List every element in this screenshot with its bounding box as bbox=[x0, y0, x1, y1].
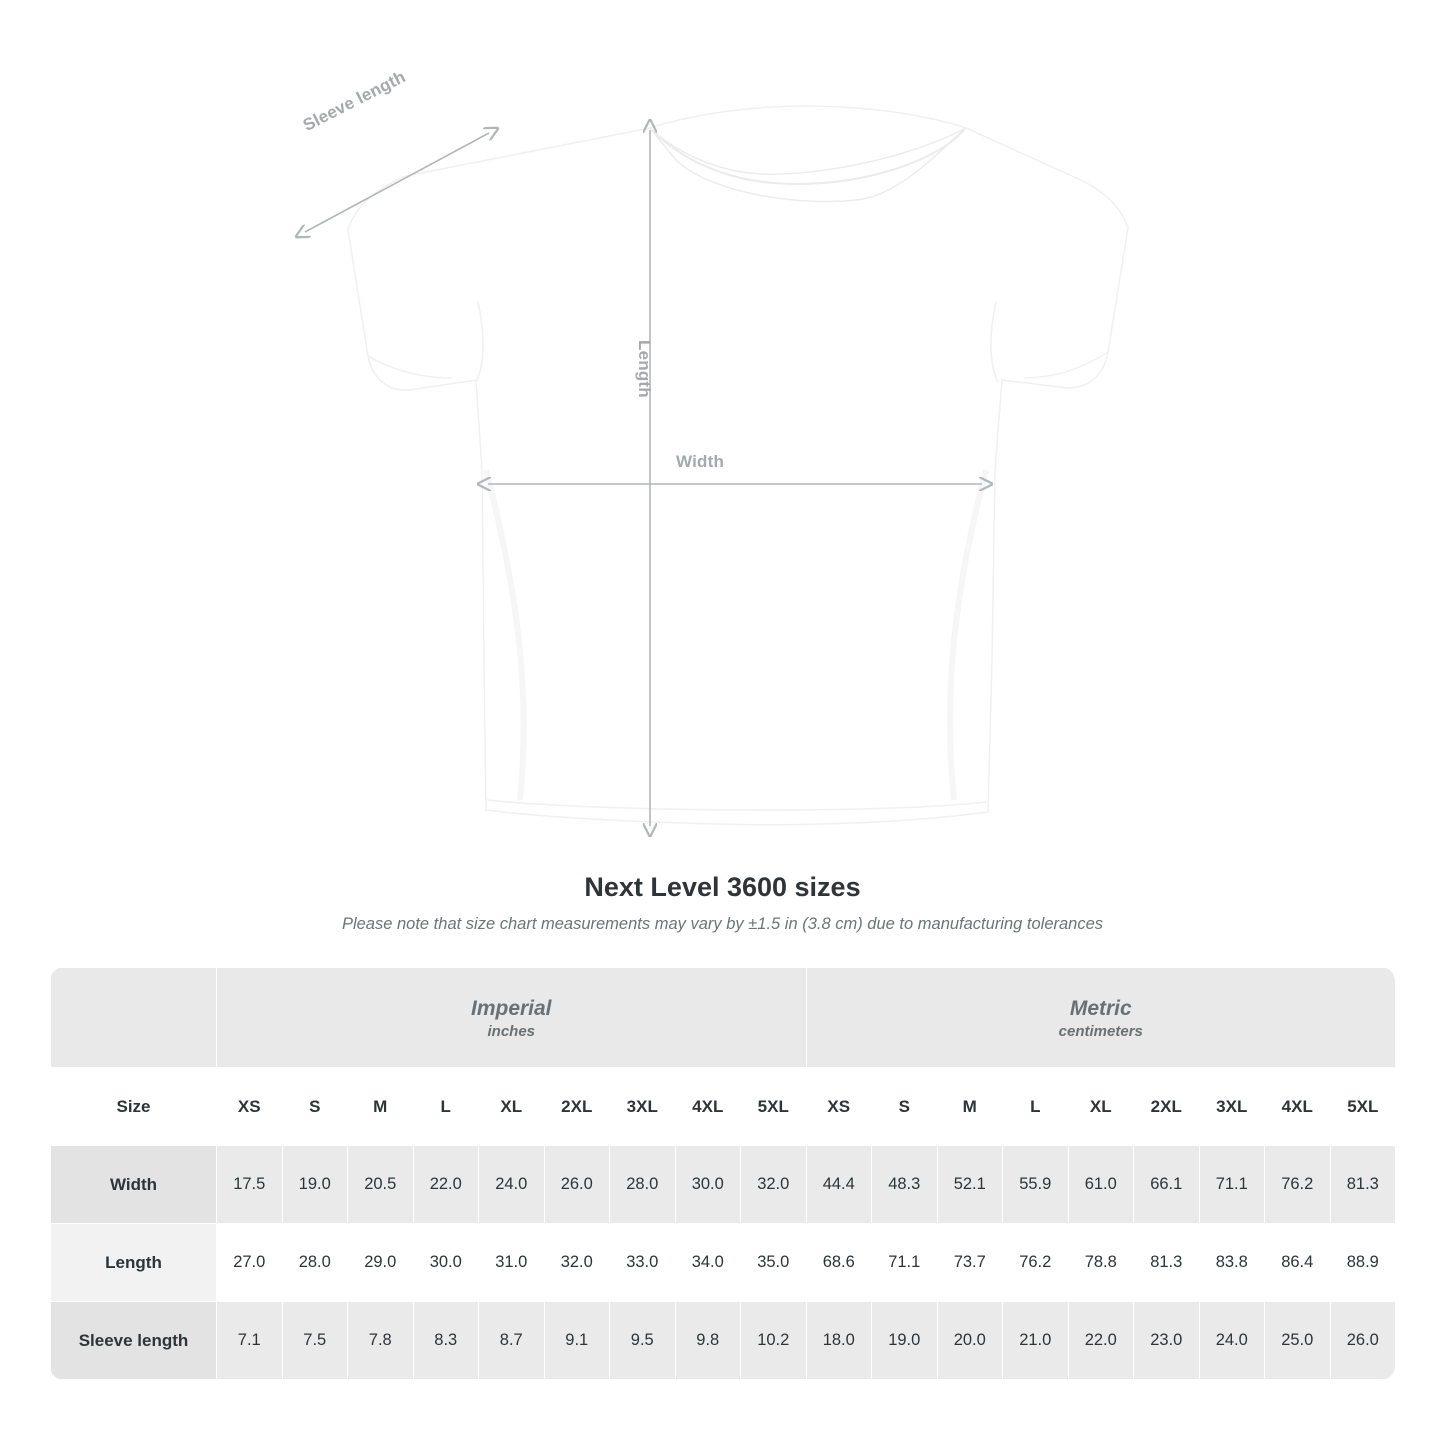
cell-sleeve-11: 20.0 bbox=[937, 1302, 1003, 1380]
unit-header-row bbox=[51, 968, 1396, 1068]
cell-length-4: 31.0 bbox=[479, 1224, 545, 1302]
size-cell-6: 3XL bbox=[610, 1068, 676, 1146]
cell-sleeve-7: 9.8 bbox=[675, 1302, 741, 1380]
unit-sub-metric: centimeters bbox=[1058, 1023, 1143, 1041]
cell-width-7: 30.0 bbox=[675, 1146, 741, 1224]
size-cell-13: XL bbox=[1068, 1068, 1134, 1146]
size-cell-15: 3XL bbox=[1199, 1068, 1265, 1146]
cell-width-17: 81.3 bbox=[1330, 1146, 1395, 1224]
table-row-sleeve-length bbox=[51, 1302, 1396, 1380]
cell-length-1: 28.0 bbox=[282, 1224, 348, 1302]
cell-length-13: 78.8 bbox=[1068, 1224, 1134, 1302]
cell-width-0: 17.5 bbox=[217, 1146, 283, 1224]
cell-width-9: 44.4 bbox=[806, 1146, 872, 1224]
cell-width-5: 26.0 bbox=[544, 1146, 610, 1224]
cell-sleeve-9: 18.0 bbox=[806, 1302, 872, 1380]
cell-length-5: 32.0 bbox=[544, 1224, 610, 1302]
cell-length-15: 83.8 bbox=[1199, 1224, 1265, 1302]
unit-name-imperial: Imperial bbox=[470, 996, 552, 1020]
cell-sleeve-17: 26.0 bbox=[1330, 1302, 1395, 1380]
table-row-length bbox=[51, 1224, 1396, 1302]
cell-length-14: 81.3 bbox=[1134, 1224, 1200, 1302]
cell-length-7: 34.0 bbox=[675, 1224, 741, 1302]
cell-length-6: 33.0 bbox=[610, 1224, 676, 1302]
cell-length-3: 30.0 bbox=[413, 1224, 479, 1302]
cell-length-12: 76.2 bbox=[1003, 1224, 1069, 1302]
cell-width-6: 28.0 bbox=[610, 1146, 676, 1224]
cell-sleeve-0: 7.1 bbox=[217, 1302, 283, 1380]
cell-sleeve-10: 19.0 bbox=[872, 1302, 938, 1380]
table-row-width bbox=[51, 1146, 1396, 1224]
row-label-width: Width bbox=[51, 1146, 217, 1224]
size-table-container bbox=[50, 967, 1395, 1380]
size-cell-2: M bbox=[348, 1068, 414, 1146]
size-cell-5: 2XL bbox=[544, 1068, 610, 1146]
cell-width-3: 22.0 bbox=[413, 1146, 479, 1224]
cell-width-8: 32.0 bbox=[741, 1146, 807, 1224]
size-cell-12: L bbox=[1003, 1068, 1069, 1146]
cell-width-11: 52.1 bbox=[937, 1146, 1003, 1224]
size-header-row bbox=[51, 1068, 1396, 1146]
cell-sleeve-1: 7.5 bbox=[282, 1302, 348, 1380]
cell-sleeve-14: 23.0 bbox=[1134, 1302, 1200, 1380]
size-cell-16: 4XL bbox=[1265, 1068, 1331, 1146]
size-cell-3: L bbox=[413, 1068, 479, 1146]
cell-width-16: 76.2 bbox=[1265, 1146, 1331, 1224]
size-cell-11: M bbox=[937, 1068, 1003, 1146]
unit-header-imperial bbox=[217, 968, 807, 1068]
row-label-length: Length bbox=[51, 1224, 217, 1302]
unit-name-metric: Metric bbox=[1069, 996, 1132, 1020]
cell-length-9: 68.6 bbox=[806, 1224, 872, 1302]
cell-sleeve-5: 9.1 bbox=[544, 1302, 610, 1380]
cell-sleeve-4: 8.7 bbox=[479, 1302, 545, 1380]
cell-length-8: 35.0 bbox=[741, 1224, 807, 1302]
size-row-label: Size bbox=[51, 1068, 217, 1146]
size-cell-0: XS bbox=[217, 1068, 283, 1146]
row-label-sleeve-length: Sleeve length bbox=[51, 1302, 217, 1380]
size-cell-7: 4XL bbox=[675, 1068, 741, 1146]
cell-sleeve-8: 10.2 bbox=[741, 1302, 807, 1380]
size-table bbox=[50, 967, 1395, 1380]
size-cell-4: XL bbox=[479, 1068, 545, 1146]
page-subtitle: Please note that size chart measurements may vary by ±1.5 in (3.8 cm) due to manufacturing tolerances bbox=[341, 915, 1104, 933]
cell-sleeve-12: 21.0 bbox=[1003, 1302, 1069, 1380]
cell-width-12: 55.9 bbox=[1003, 1146, 1069, 1224]
cell-sleeve-16: 25.0 bbox=[1265, 1302, 1331, 1380]
cell-sleeve-15: 24.0 bbox=[1199, 1302, 1265, 1380]
width-label: Width bbox=[676, 452, 725, 471]
cell-length-17: 88.9 bbox=[1330, 1224, 1395, 1302]
cell-length-2: 29.0 bbox=[348, 1224, 414, 1302]
cell-width-14: 66.1 bbox=[1134, 1146, 1200, 1224]
size-cell-1: S bbox=[282, 1068, 348, 1146]
page-title: Next Level 3600 sizes bbox=[584, 872, 861, 902]
size-cell-9: XS bbox=[806, 1068, 872, 1146]
size-cell-10: S bbox=[872, 1068, 938, 1146]
cell-length-16: 86.4 bbox=[1265, 1224, 1331, 1302]
size-cell-14: 2XL bbox=[1134, 1068, 1200, 1146]
cell-width-4: 24.0 bbox=[479, 1146, 545, 1224]
unit-sub-imperial: inches bbox=[487, 1023, 536, 1041]
cell-width-13: 61.0 bbox=[1068, 1146, 1134, 1224]
size-cell-8: 5XL bbox=[741, 1068, 807, 1146]
cell-sleeve-13: 22.0 bbox=[1068, 1302, 1134, 1380]
size-cell-17: 5XL bbox=[1330, 1068, 1395, 1146]
cell-width-1: 19.0 bbox=[282, 1146, 348, 1224]
cell-length-11: 73.7 bbox=[937, 1224, 1003, 1302]
sleeve-length-label: Sleeve length bbox=[300, 67, 409, 135]
unit-header-metric bbox=[806, 968, 1395, 1068]
cell-width-10: 48.3 bbox=[872, 1146, 938, 1224]
cell-length-10: 71.1 bbox=[872, 1224, 938, 1302]
cell-sleeve-2: 7.8 bbox=[348, 1302, 414, 1380]
length-label: Length bbox=[635, 340, 654, 398]
tshirt-shape bbox=[348, 106, 1128, 825]
cell-length-0: 27.0 bbox=[217, 1224, 283, 1302]
cell-width-2: 20.5 bbox=[348, 1146, 414, 1224]
cell-sleeve-6: 9.5 bbox=[610, 1302, 676, 1380]
cell-width-15: 71.1 bbox=[1199, 1146, 1265, 1224]
cell-sleeve-3: 8.3 bbox=[413, 1302, 479, 1380]
unit-header-blank bbox=[51, 968, 217, 1068]
